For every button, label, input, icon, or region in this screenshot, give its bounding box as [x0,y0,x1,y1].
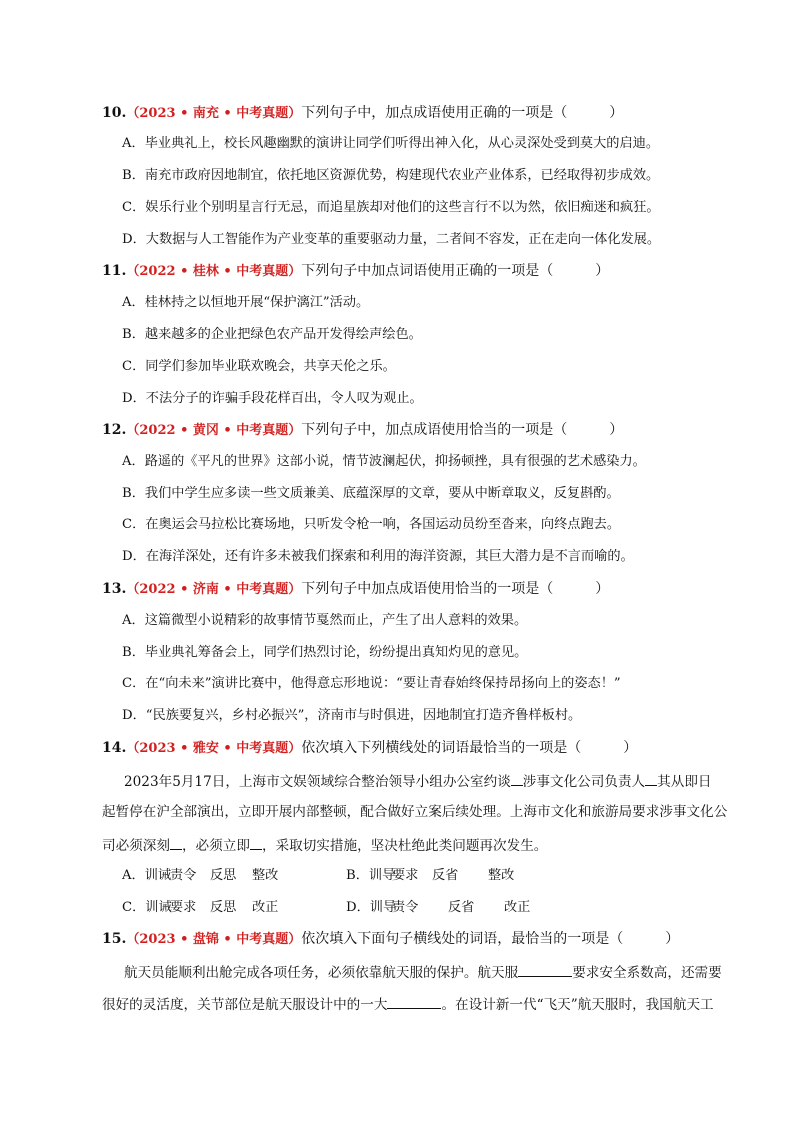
option-d: D．在海洋深处，还有许多未被我们探索和利用的海洋资源，其巨大潜力是不言而喻的。 [122,549,634,564]
fill-blank [645,771,657,786]
question-text: 依次填入下面句子横线处的词语，最恰当的一项是（ ） [301,931,680,947]
option-c: C．在奥运会马拉松比赛场地，只听发令枪一响，各国运动员纷至沓来，向终点跑去。 [122,517,621,532]
option-d: D．不法分子的诈骗手段花样百出，令人叹为观止。 [122,391,423,406]
choice-row: C．训诫要求 反思 改正 D．训导责令 反省 改正 [122,900,531,915]
question-number: 15. [102,931,127,947]
question-source: （2022 • 济南 • 中考真题） [126,582,302,597]
question-13-stem [102,580,722,599]
choice-b-word-1: B．训导 [346,868,396,883]
passage-line: 2023年5月17日，上海市文娱领域综合整治领导小组办公室约谈 涉事文化公司负责人 其从即日 [124,771,734,791]
option-b: B．越来越多的企业把绿色农产品开发得绘声绘色。 [122,327,422,342]
option-c: C．娱乐行业个别明星言行无忌，而追星族却对他们的这些言行不以为然，依旧痴迷和疯狂。 [122,200,660,215]
fill-blank [250,835,262,850]
passage-line: 司必须深刻 ，必须立即 ，采取切实措施，坚决杜绝此类问题再次发生。 [102,835,712,855]
option-a: A．桂林持之以恒地开展“保护漓江”活动。 [122,295,370,310]
fill-blank [170,835,182,850]
choice-a-word-1: A．训诫 [122,868,172,883]
choice-c-word-1: C．训诫 [122,900,172,915]
question-10-stem [102,104,722,123]
question-text: 依次填入下列横线处的词语最恰当的一项是（ ） [301,740,638,756]
question-11-stem [102,262,722,281]
choice-row: A．训诫责令 反思 整改 B．训导要求 反省 整改 [122,868,515,883]
fill-blank [387,994,441,1009]
option-d: D．大数据与人工智能作为产业变革的重要驱动力量，二者间不容发，正在走向一体化发展。 [122,232,661,247]
question-source: （2022 • 桂林 • 中考真题） [126,264,302,279]
passage-line: 航天员能顺利出舱完成各项任务，必须依靠航天服的保护。航天服 要求安全系数高，还需要 [124,962,734,982]
question-source: （2023 • 盘锦 • 中考真题） [126,932,302,947]
fill-blank [511,771,523,786]
passage-line: 起暂停在沪全部演出，立即开展内部整顿，配合做好立案后续处理。上海市文化和旅游局要求涉事文化公 [102,804,728,820]
question-source: （2023 • 雅安 • 中考真题） [126,741,302,756]
passage-line: 很好的灵活度，关节部位是航天服设计中的一大 。在设计新一代“飞天”航天服时，我国航天工 [102,994,712,1014]
option-c: C．同学们参加毕业联欢晚会，共享天伦之乐。 [122,359,396,374]
question-number: 12. [102,422,127,438]
option-c: C．在“向未来”演讲比赛中，他得意忘形地说：“要让青春始终保持昂扬向上的姿态！” [122,676,621,691]
choice-d-word-1: D．训导 [346,900,397,915]
question-text: 下列句子中，加点成语使用恰当的一项是（ ） [301,422,624,438]
question-12-stem [102,421,722,440]
option-b: B．我们中学生应多读一些文质兼美、底蕴深厚的文章，要从中断章取义，反复斟酌。 [122,486,620,501]
question-number: 13. [102,581,127,597]
option-a: A．这篇微型小说精彩的故事情节戛然而止，产生了出人意料的效果。 [122,613,528,628]
question-source: （2022 • 黄冈 • 中考真题） [126,423,302,438]
question-14-stem [102,739,722,758]
question-text: 下列句子中，加点成语使用正确的一项是（ ） [301,105,624,121]
question-number: 10. [102,105,127,121]
question-text: 下列句子中加点成语使用恰当的一项是（ ） [301,581,610,597]
question-number: 14. [102,740,127,756]
option-a: A．路遥的《平凡的世界》这部小说，情节波澜起伏，抑扬顿挫，具有很强的艺术感染力。 [122,454,646,469]
question-source: （2023 • 南充 • 中考真题） [126,106,302,121]
option-b: B．南充市政府因地制宜，依托地区资源优势，构建现代农业产业体系，已经取得初步成效。 [122,168,660,183]
option-a: A．毕业典礼上，校长风趣幽默的演讲让同学们听得出神入化，从心灵深处受到莫大的启迪。 [122,136,660,151]
option-d: D．“民族要复兴，乡村必振兴”，济南市与时俱进，因地制宜打造齐鲁样板村。 [122,708,582,723]
question-number: 11. [102,263,127,279]
question-15-stem [102,930,722,949]
fill-blank [518,962,572,977]
option-b: B．毕业典礼筹备会上，同学们热烈讨论，纷纷提出真知灼见的意见。 [122,645,528,660]
question-text: 下列句子中加点词语使用正确的一项是（ ） [301,263,610,279]
